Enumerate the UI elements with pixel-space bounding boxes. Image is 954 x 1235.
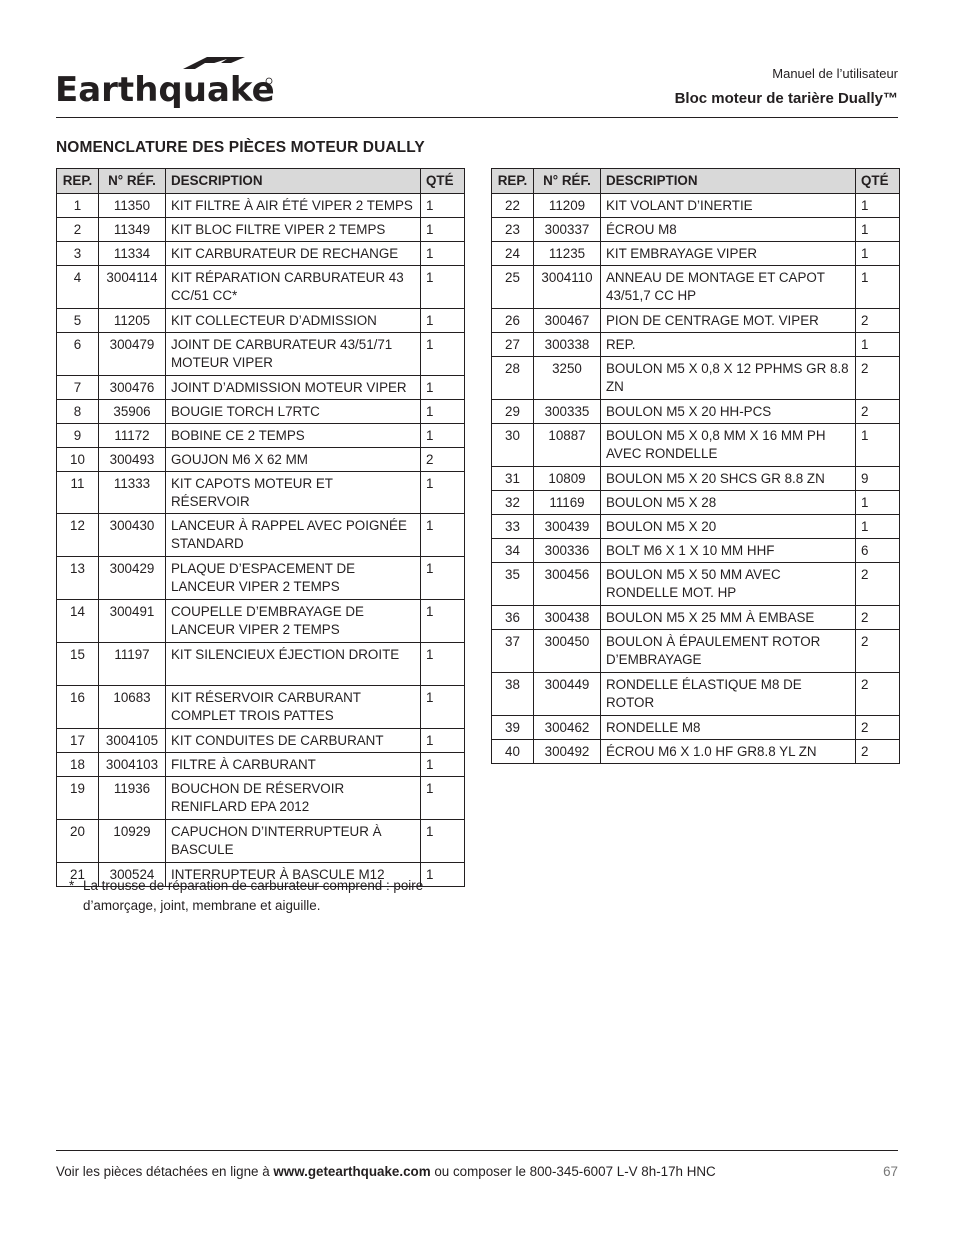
cell-ref: 17 xyxy=(57,729,99,753)
cell-qty: 2 xyxy=(856,673,900,716)
table-row xyxy=(57,309,465,333)
cell-description: KIT CONDUITES DE CARBURANT xyxy=(166,729,421,753)
cell-part: 11349 xyxy=(99,218,166,242)
table-row xyxy=(492,242,900,266)
cell-description: BOULON M5 X 25 MM À EMBASE xyxy=(601,606,856,630)
cell-qty: 1 xyxy=(856,515,900,539)
footer-suffix: ou composer le 800-345-6007 L-V 8h-17h HNC xyxy=(430,1164,716,1179)
cell-part: 300338 xyxy=(534,333,601,357)
cell-ref: 35 xyxy=(492,563,534,606)
cell-ref: 37 xyxy=(492,630,534,673)
cell-description: KIT BLOC FILTRE VIPER 2 TEMPS xyxy=(166,218,421,242)
cell-part: 10683 xyxy=(99,686,166,729)
cell-part: 11936 xyxy=(99,777,166,820)
cell-qty: 1 xyxy=(856,491,900,515)
table-row xyxy=(57,448,465,472)
cell-part: 300449 xyxy=(534,673,601,716)
table-row xyxy=(57,600,465,643)
cell-description: KIT VOLANT D’INERTIE xyxy=(601,194,856,218)
col-header-ref: REP. xyxy=(57,169,99,194)
cell-part: 300476 xyxy=(99,376,166,400)
cell-qty: 1 xyxy=(421,557,465,600)
cell-part: 10929 xyxy=(99,820,166,863)
cell-ref: 28 xyxy=(492,357,534,400)
cell-qty: 9 xyxy=(856,467,900,491)
cell-part: 300479 xyxy=(99,333,166,376)
table-row xyxy=(57,753,465,777)
cell-qty: 1 xyxy=(421,376,465,400)
col-header-ref: REP. xyxy=(492,169,534,194)
table-row xyxy=(57,729,465,753)
cell-ref: 21 xyxy=(57,863,99,887)
table-row xyxy=(57,194,465,218)
cell-part: 300456 xyxy=(534,563,601,606)
document-title: Bloc moteur de tarière Dually™ xyxy=(674,90,898,107)
table-row xyxy=(492,467,900,491)
cell-ref: 22 xyxy=(492,194,534,218)
cell-description: BOLT M6 X 1 X 10 MM HHF xyxy=(601,539,856,563)
cell-ref: 10 xyxy=(57,448,99,472)
cell-qty: 1 xyxy=(421,400,465,424)
cell-description: ANNEAU DE MONTAGE ET CAPOT 43/51,7 CC HP xyxy=(601,266,856,309)
cell-description: BOBINE CE 2 TEMPS xyxy=(166,424,421,448)
table-row xyxy=(492,218,900,242)
cell-part: 300336 xyxy=(534,539,601,563)
cell-description: JOINT D’ADMISSION MOTEUR VIPER xyxy=(166,376,421,400)
cell-part: 11333 xyxy=(99,472,166,514)
cell-qty: 1 xyxy=(856,194,900,218)
cell-qty: 1 xyxy=(421,472,465,514)
cell-qty: 2 xyxy=(856,400,900,424)
cell-description: KIT RÉSERVOIR CARBURANT COMPLET TROIS PATTES xyxy=(166,686,421,729)
table-row xyxy=(492,673,900,716)
table-row xyxy=(57,333,465,376)
cell-ref: 34 xyxy=(492,539,534,563)
cell-qty: 1 xyxy=(421,729,465,753)
col-header-description: DESCRIPTION xyxy=(166,169,421,194)
section-title: NOMENCLATURE DES PIÈCES MOTEUR DUALLY xyxy=(56,139,425,156)
table-row xyxy=(57,218,465,242)
cell-description: KIT CAPOTS MOTEUR ET RÉSERVOIR xyxy=(166,472,421,514)
cell-ref: 2 xyxy=(57,218,99,242)
cell-ref: 4 xyxy=(57,266,99,309)
cell-qty: 1 xyxy=(421,863,465,887)
cell-ref: 32 xyxy=(492,491,534,515)
cell-qty: 2 xyxy=(856,630,900,673)
footer-prefix: Voir les pièces détachées en ligne à xyxy=(56,1164,274,1179)
table-row xyxy=(57,266,465,309)
cell-part: 11334 xyxy=(99,242,166,266)
cell-description: BOULON M5 X 50 MM AVEC RONDELLE MOT. HP xyxy=(601,563,856,606)
cell-description: ÉCROU M8 xyxy=(601,218,856,242)
earthquake-logo xyxy=(55,55,275,115)
cell-part: 11197 xyxy=(99,643,166,686)
cell-description: JOINT DE CARBURATEUR 43/51/71 MOTEUR VIPER xyxy=(166,333,421,376)
col-header-description: DESCRIPTION xyxy=(601,169,856,194)
table-row xyxy=(492,563,900,606)
table-row xyxy=(492,491,900,515)
table-header-row xyxy=(492,169,900,194)
cell-part: 300430 xyxy=(99,514,166,557)
cell-qty: 1 xyxy=(421,333,465,376)
table-row xyxy=(57,472,465,514)
cell-qty: 1 xyxy=(856,266,900,309)
cell-description: COUPELLE D’EMBRAYAGE DE LANCEUR VIPER 2 TEMPS xyxy=(166,600,421,643)
cell-ref: 9 xyxy=(57,424,99,448)
cell-ref: 7 xyxy=(57,376,99,400)
cell-description: RONDELLE M8 xyxy=(601,716,856,740)
cell-ref: 15 xyxy=(57,643,99,686)
cell-ref: 13 xyxy=(57,557,99,600)
cell-ref: 8 xyxy=(57,400,99,424)
cell-ref: 6 xyxy=(57,333,99,376)
table-header-row xyxy=(57,169,465,194)
cell-qty: 1 xyxy=(421,424,465,448)
cell-ref: 24 xyxy=(492,242,534,266)
cell-description: BOULON M5 X 28 xyxy=(601,491,856,515)
cell-description: BOULON M5 X 0,8 MM X 16 MM PH AVEC RONDELLE xyxy=(601,424,856,467)
table-row xyxy=(492,266,900,309)
table-row xyxy=(57,777,465,820)
cell-part: 300491 xyxy=(99,600,166,643)
cell-ref: 5 xyxy=(57,309,99,333)
cell-description: KIT SILENCIEUX ÉJECTION DROITE xyxy=(166,643,421,686)
table-row xyxy=(57,376,465,400)
cell-description: CAPUCHON D’INTERRUPTEUR À BASCULE xyxy=(166,820,421,863)
cell-qty: 2 xyxy=(856,716,900,740)
cell-qty: 1 xyxy=(421,309,465,333)
cell-ref: 16 xyxy=(57,686,99,729)
cell-part: 300462 xyxy=(534,716,601,740)
cell-qty: 2 xyxy=(421,448,465,472)
cell-ref: 23 xyxy=(492,218,534,242)
cell-ref: 39 xyxy=(492,716,534,740)
cell-qty: 1 xyxy=(856,218,900,242)
cell-ref: 18 xyxy=(57,753,99,777)
cell-description: KIT CARBURATEUR DE RECHANGE xyxy=(166,242,421,266)
table-row xyxy=(492,333,900,357)
footer-text xyxy=(56,1164,716,1179)
cell-description: BOUGIE TORCH L7RTC xyxy=(166,400,421,424)
cell-description: RONDELLE ÉLASTIQUE M8 DE ROTOR xyxy=(601,673,856,716)
cell-part: 3004110 xyxy=(534,266,601,309)
cell-ref: 11 xyxy=(57,472,99,514)
cell-description: KIT COLLECTEUR D’ADMISSION xyxy=(166,309,421,333)
cell-part: 10887 xyxy=(534,424,601,467)
table-row xyxy=(492,630,900,673)
cell-part: 300467 xyxy=(534,309,601,333)
table-row xyxy=(57,643,465,686)
cell-qty: 1 xyxy=(421,218,465,242)
cell-part: 300524 xyxy=(99,863,166,887)
table-row xyxy=(492,424,900,467)
table-row xyxy=(492,400,900,424)
cell-description: KIT EMBRAYAGE VIPER xyxy=(601,242,856,266)
cell-part: 11350 xyxy=(99,194,166,218)
cell-part: 300492 xyxy=(534,740,601,764)
footnote-text: La trousse de réparation de carburateur comprend : poire d’amorçage, joint, membrane et aiguille. xyxy=(83,878,424,913)
cell-part: 3004103 xyxy=(99,753,166,777)
cell-description: BOUCHON DE RÉSERVOIR RENIFLARD EPA 2012 xyxy=(166,777,421,820)
cell-description: BOULON M5 X 20 HH-PCS xyxy=(601,400,856,424)
table-row xyxy=(57,400,465,424)
cell-ref: 25 xyxy=(492,266,534,309)
col-header-part: N° RÉF. xyxy=(99,169,166,194)
cell-part: 300493 xyxy=(99,448,166,472)
cell-ref: 20 xyxy=(57,820,99,863)
page-number: 67 xyxy=(883,1164,898,1179)
table-row xyxy=(57,242,465,266)
table-row xyxy=(57,820,465,863)
cell-description: BOULON M5 X 20 SHCS GR 8.8 ZN xyxy=(601,467,856,491)
cell-ref: 19 xyxy=(57,777,99,820)
cell-ref: 3 xyxy=(57,242,99,266)
cell-part: 10809 xyxy=(534,467,601,491)
manual-label: Manuel de l’utilisateur xyxy=(772,66,898,81)
footer-divider xyxy=(56,1150,898,1151)
cell-qty: 1 xyxy=(856,242,900,266)
cell-description: PLAQUE D’ESPACEMENT DE LANCEUR VIPER 2 TEMPS xyxy=(166,557,421,600)
cell-ref: 31 xyxy=(492,467,534,491)
table-row xyxy=(492,716,900,740)
cell-qty: 2 xyxy=(856,357,900,400)
cell-qty: 1 xyxy=(421,194,465,218)
website-link[interactable]: www.getearthquake.com xyxy=(273,1164,431,1179)
cell-qty: 1 xyxy=(421,686,465,729)
table-row xyxy=(492,539,900,563)
table-row xyxy=(492,357,900,400)
cell-part: 11205 xyxy=(99,309,166,333)
cell-description: BOULON M5 X 20 xyxy=(601,515,856,539)
cell-description: LANCEUR À RAPPEL AVEC POIGNÉE STANDARD xyxy=(166,514,421,557)
table-row xyxy=(57,424,465,448)
cell-qty: 1 xyxy=(856,333,900,357)
table-row xyxy=(492,194,900,218)
cell-qty: 1 xyxy=(421,600,465,643)
footnote xyxy=(69,876,464,915)
cell-description: KIT FILTRE À AIR ÉTÉ VIPER 2 TEMPS xyxy=(166,194,421,218)
cell-qty: 1 xyxy=(421,753,465,777)
cell-ref: 26 xyxy=(492,309,534,333)
cell-description: KIT RÉPARATION CARBURATEUR 43 CC/51 CC* xyxy=(166,266,421,309)
cell-qty: 6 xyxy=(856,539,900,563)
cell-qty: 1 xyxy=(421,777,465,820)
cell-part: 35906 xyxy=(99,400,166,424)
cell-part: 11169 xyxy=(534,491,601,515)
cell-qty: 1 xyxy=(421,643,465,686)
cell-part: 3250 xyxy=(534,357,601,400)
cell-description: INTERRUPTEUR À BASCULE M12 xyxy=(166,863,421,887)
cell-part: 300450 xyxy=(534,630,601,673)
table-row xyxy=(492,515,900,539)
cell-description: BOULON M5 X 0,8 X 12 PPHMS GR 8.8 ZN xyxy=(601,357,856,400)
footnote-marker: * xyxy=(69,878,75,893)
cell-description: REP. xyxy=(601,333,856,357)
cell-part: 11209 xyxy=(534,194,601,218)
table-row xyxy=(57,514,465,557)
table-row xyxy=(492,309,900,333)
cell-ref: 27 xyxy=(492,333,534,357)
cell-part: 300337 xyxy=(534,218,601,242)
cell-ref: 40 xyxy=(492,740,534,764)
cell-qty: 2 xyxy=(856,563,900,606)
cell-qty: 1 xyxy=(856,424,900,467)
cell-qty: 1 xyxy=(421,820,465,863)
table-row xyxy=(57,557,465,600)
cell-ref: 36 xyxy=(492,606,534,630)
cell-part: 3004114 xyxy=(99,266,166,309)
col-header-qty: QTÉ xyxy=(856,169,900,194)
cell-description: ÉCROU M6 X 1.0 HF GR8.8 YL ZN xyxy=(601,740,856,764)
cell-ref: 38 xyxy=(492,673,534,716)
col-header-part: N° RÉF. xyxy=(534,169,601,194)
cell-part: 3004105 xyxy=(99,729,166,753)
cell-part: 11172 xyxy=(99,424,166,448)
cell-ref: 1 xyxy=(57,194,99,218)
cell-qty: 2 xyxy=(856,309,900,333)
cell-part: 300335 xyxy=(534,400,601,424)
cell-part: 300439 xyxy=(534,515,601,539)
cell-part: 11235 xyxy=(534,242,601,266)
cell-description: BOULON À ÉPAULEMENT ROTOR D’EMBRAYAGE xyxy=(601,630,856,673)
parts-table-left xyxy=(56,168,465,887)
cell-part: 300429 xyxy=(99,557,166,600)
cell-part: 300438 xyxy=(534,606,601,630)
cell-ref: 33 xyxy=(492,515,534,539)
table-row xyxy=(492,606,900,630)
table-row xyxy=(57,686,465,729)
cell-qty: 2 xyxy=(856,606,900,630)
cell-ref: 14 xyxy=(57,600,99,643)
cell-ref: 30 xyxy=(492,424,534,467)
cell-qty: 2 xyxy=(856,740,900,764)
parts-table-right xyxy=(491,168,900,764)
cell-description: GOUJON M6 X 62 MM xyxy=(166,448,421,472)
table-row xyxy=(492,740,900,764)
cell-qty: 1 xyxy=(421,242,465,266)
cell-qty: 1 xyxy=(421,266,465,309)
cell-ref: 12 xyxy=(57,514,99,557)
cell-description: FILTRE À CARBURANT xyxy=(166,753,421,777)
cell-ref: 29 xyxy=(492,400,534,424)
cell-description: PION DE CENTRAGE MOT. VIPER xyxy=(601,309,856,333)
header-divider xyxy=(56,117,898,118)
cell-qty: 1 xyxy=(421,514,465,557)
logo-wordmark: Earthquake xyxy=(55,70,275,110)
col-header-qty: QTÉ xyxy=(421,169,465,194)
